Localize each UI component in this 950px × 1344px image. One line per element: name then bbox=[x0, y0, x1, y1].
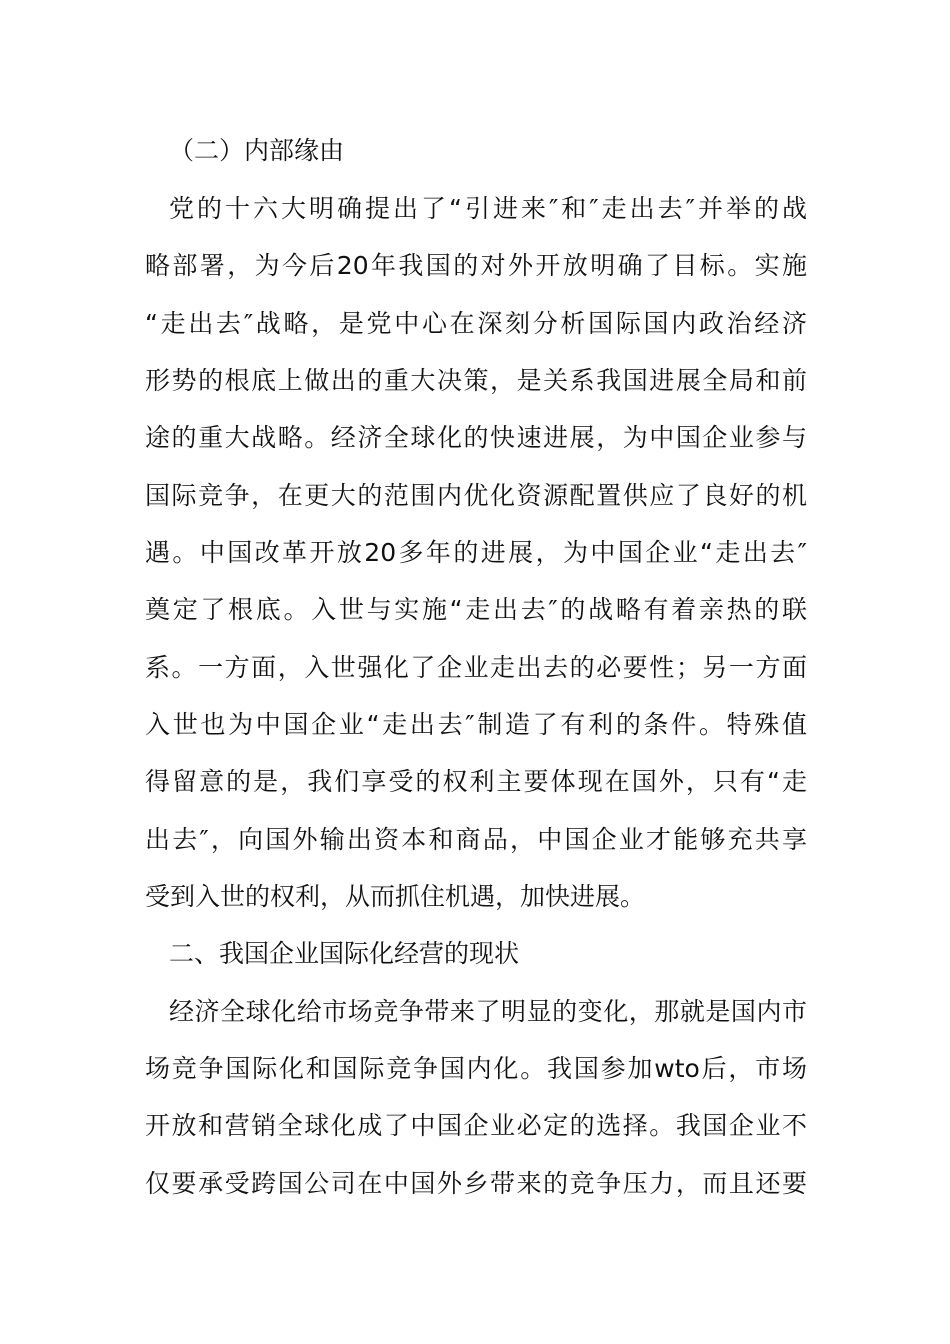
paragraph-line-last: 受到入世的权利，从而抓住机遇，加快进展。 bbox=[145, 882, 646, 911]
paragraph-line: 得留意的是，我们享受的权利主要体现在国外，只有“走 bbox=[145, 767, 807, 796]
paragraph-line: 略部署，为今后20年我国的对外开放明确了目标。实施 bbox=[145, 251, 807, 280]
section-heading-current-status: 二、我国企业国际化经营的现状 bbox=[169, 939, 520, 968]
paragraph-line: 仅要承受跨国公司在中国外乡带来的竞争压力，而且还要 bbox=[145, 1169, 807, 1198]
paragraph-line: 入世也为中国企业“走出去″制造了有利的条件。特殊值 bbox=[145, 710, 807, 739]
paragraph-line: 系。一方面，入世强化了企业走出去的必要性；另一方面 bbox=[145, 653, 807, 682]
section-heading-internal-reasons: （二）内部缘由 bbox=[169, 136, 345, 165]
paragraph-line: 奠定了根底。入世与实施“走出去″的战略有着亲热的联 bbox=[145, 595, 807, 624]
paragraph-line: 开放和营销全球化成了中国企业必定的选择。我国企业不 bbox=[145, 1111, 807, 1140]
paragraph-line: 出去″，向国外输出资本和商品，中国企业才能够充共享 bbox=[145, 825, 807, 854]
paragraph-line: 途的重大战略。经济全球化的快速进展，为中国企业参与 bbox=[145, 423, 807, 452]
paragraph-line: 党的十六大明确提出了“引进来″和″走出去″并举的战 bbox=[169, 194, 807, 223]
paragraph-line: 遇。中国改革开放20多年的进展，为中国企业“走出去″ bbox=[145, 538, 807, 567]
paragraph-line: 场竞争国际化和国际竞争国内化。我国参加wto后，市场 bbox=[145, 1054, 807, 1083]
paragraph-line: “走出去″战略，是党中心在深刻分析国际国内政治经济 bbox=[145, 309, 807, 338]
paragraph-line: 经济全球化给市场竞争带来了明显的变化，那就是国内市 bbox=[169, 997, 807, 1026]
paragraph-line: 国际竞争，在更大的范围内优化资源配置供应了良好的机 bbox=[145, 481, 807, 510]
paragraph-line: 形势的根底上做出的重大决策，是关系我国进展全局和前 bbox=[145, 366, 807, 395]
